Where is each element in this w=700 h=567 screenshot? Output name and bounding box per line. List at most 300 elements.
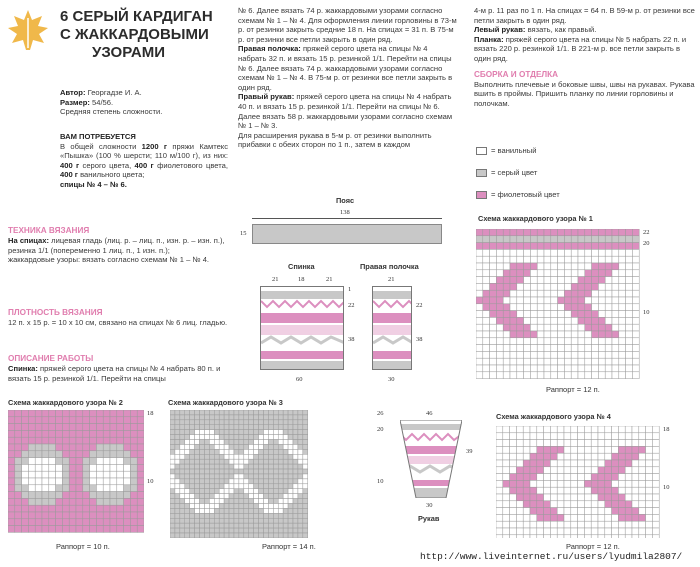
chart-cell xyxy=(209,528,214,533)
chart-cell xyxy=(263,449,268,454)
chart-cell xyxy=(259,425,264,430)
chart-cell xyxy=(224,469,229,474)
chart-cell xyxy=(224,444,229,449)
chart-cell xyxy=(283,523,288,528)
chart-cell xyxy=(283,503,288,508)
chart-cell xyxy=(15,430,22,437)
chart-cell xyxy=(229,533,234,538)
chart-cell xyxy=(530,351,537,358)
chart-cell xyxy=(190,425,195,430)
chart-cell xyxy=(22,464,29,471)
chart-cell xyxy=(537,236,544,243)
chart-cell xyxy=(263,440,268,445)
chart-cell xyxy=(259,479,264,484)
chart-cell xyxy=(278,440,283,445)
chart-cell xyxy=(214,513,219,518)
chart-cell xyxy=(510,297,517,304)
chart-cell xyxy=(96,417,103,424)
chart-cell xyxy=(268,523,273,528)
chart-cell xyxy=(598,351,605,358)
chart-cell xyxy=(69,417,76,424)
chart-cell xyxy=(544,317,551,324)
chart-cell xyxy=(175,459,180,464)
chart-cell xyxy=(8,424,15,431)
chart-cell xyxy=(56,464,63,471)
chart-cell xyxy=(263,533,268,538)
chart-cell xyxy=(503,351,510,358)
chart-cell xyxy=(537,297,544,304)
chart-cell xyxy=(62,471,69,478)
chart-cell xyxy=(185,435,190,440)
chart-cell xyxy=(605,453,612,460)
chart-cell xyxy=(652,453,659,460)
chart-cell xyxy=(175,513,180,518)
chart-cell xyxy=(8,451,15,458)
chart-cell xyxy=(83,458,90,465)
chart-cell xyxy=(278,449,283,454)
chart-cell xyxy=(22,451,29,458)
chart-cell xyxy=(278,410,283,415)
chart-cell xyxy=(550,460,557,467)
chart-cell xyxy=(585,229,592,236)
chart-cell xyxy=(214,479,219,484)
chart-cell xyxy=(550,474,557,481)
chart-cell xyxy=(268,489,273,494)
chart-cell xyxy=(503,372,510,379)
chart-cell xyxy=(76,492,83,499)
chart-cell xyxy=(298,508,303,513)
chart-cell xyxy=(278,489,283,494)
chart-cell xyxy=(516,467,523,474)
chart-cell xyxy=(598,263,605,270)
chart-cell xyxy=(103,492,110,499)
chart-cell xyxy=(592,236,599,243)
chart-cell xyxy=(476,263,483,270)
chart-cell xyxy=(605,297,612,304)
chart-cell xyxy=(591,501,598,508)
chart-cell xyxy=(510,270,517,277)
chart-cell xyxy=(137,424,144,431)
chart-cell xyxy=(195,484,200,489)
chart-cell xyxy=(42,471,49,478)
chart-cell xyxy=(137,471,144,478)
chart-cell xyxy=(293,454,298,459)
chart-cell xyxy=(90,430,97,437)
chart-cell xyxy=(35,464,42,471)
chart-cell xyxy=(15,417,22,424)
chart-cell xyxy=(8,437,15,444)
chart-cell xyxy=(612,365,619,372)
chart-cell xyxy=(523,440,530,447)
chart-cell xyxy=(612,236,619,243)
chart-cell xyxy=(476,290,483,297)
chart-cell xyxy=(530,474,537,481)
chart-cell xyxy=(544,270,551,277)
chart-cell xyxy=(259,508,264,513)
chart-cell xyxy=(625,501,632,508)
chart-cell xyxy=(273,499,278,504)
chart-cell xyxy=(69,478,76,485)
chart-cell xyxy=(137,492,144,499)
chart-cell xyxy=(564,351,571,358)
chart-cell xyxy=(537,270,544,277)
chart-cell xyxy=(42,424,49,431)
chart-cell xyxy=(571,345,578,352)
chart-cell xyxy=(516,446,523,453)
chart-cell xyxy=(632,270,639,277)
chart-cell xyxy=(524,249,531,256)
chart-cell xyxy=(185,523,190,528)
chart-cell xyxy=(35,519,42,526)
chart-cell xyxy=(214,435,219,440)
chart-cell xyxy=(69,424,76,431)
chart-cell xyxy=(537,338,544,345)
chart-cell xyxy=(557,440,564,447)
chart-cell xyxy=(90,485,97,492)
chart-cell xyxy=(244,435,249,440)
chart-cell xyxy=(564,446,571,453)
chart-cell xyxy=(293,440,298,445)
chart-cell xyxy=(200,425,205,430)
chart-cell xyxy=(263,528,268,533)
chart-cell xyxy=(605,446,612,453)
chart-cell xyxy=(592,338,599,345)
chart-cell xyxy=(175,499,180,504)
chart-cell xyxy=(268,425,273,430)
chart-cell xyxy=(524,290,531,297)
chart-cell xyxy=(298,430,303,435)
chart-cell xyxy=(56,430,63,437)
chart-cell xyxy=(619,243,626,250)
chart-cell xyxy=(200,449,205,454)
chart-cell xyxy=(619,372,626,379)
chart-cell xyxy=(249,425,254,430)
chart-cell xyxy=(288,494,293,499)
chart-cell xyxy=(254,513,259,518)
chart-cell xyxy=(254,484,259,489)
chart-cell xyxy=(490,304,497,311)
chart-cell xyxy=(209,464,214,469)
chart-cell xyxy=(15,464,22,471)
chart-cell xyxy=(293,459,298,464)
chart-cell xyxy=(49,505,56,512)
chart-cell xyxy=(288,410,293,415)
chart-cell xyxy=(190,410,195,415)
chart-cell xyxy=(564,263,571,270)
chart-cell xyxy=(229,518,234,523)
chart-cell xyxy=(558,365,565,372)
chart-cell xyxy=(632,528,639,535)
chart-cell xyxy=(42,492,49,499)
chart-cell xyxy=(557,446,564,453)
chart-cell xyxy=(550,501,557,508)
chart-cell xyxy=(558,311,565,318)
chart-cell xyxy=(551,304,558,311)
chart-cell xyxy=(646,440,653,447)
chart-cell xyxy=(219,449,224,454)
chart-cell xyxy=(571,365,578,372)
chart-cell xyxy=(28,451,35,458)
chart-cell xyxy=(117,424,124,431)
chart-cell xyxy=(283,513,288,518)
chart-cell xyxy=(254,425,259,430)
chart-cell xyxy=(214,518,219,523)
chart-cell xyxy=(190,523,195,528)
description-block: ОПИСАНИЕ РАБОТЫ Спинка: пряжей серого цвета на спицы № 4 набрать 80 п. и вязать 15 р. резинкой 1/1. Перейти на спицы xyxy=(8,354,221,383)
chart-cell xyxy=(8,498,15,505)
chart-cell xyxy=(503,243,510,250)
chart-cell xyxy=(598,433,605,440)
chart-cell xyxy=(288,503,293,508)
chart-cell xyxy=(496,494,503,501)
chart-cell xyxy=(268,454,273,459)
chart-cell xyxy=(298,459,303,464)
chart-cell xyxy=(503,277,510,284)
chart-cell xyxy=(49,464,56,471)
chart-cell xyxy=(103,505,110,512)
chart-cell xyxy=(249,513,254,518)
chart-cell xyxy=(605,487,612,494)
chart-cell xyxy=(117,464,124,471)
chart-cell xyxy=(503,236,510,243)
chart-cell xyxy=(83,444,90,451)
chart-cell xyxy=(175,449,180,454)
chart-cell xyxy=(28,519,35,526)
chart-cell xyxy=(234,489,239,494)
chart-cell xyxy=(605,243,612,250)
chart-cell xyxy=(550,521,557,528)
chart-cell xyxy=(544,494,551,501)
chart-cell xyxy=(503,345,510,352)
chart-cell xyxy=(170,474,175,479)
chart-cell xyxy=(571,236,578,243)
chart-cell xyxy=(652,494,659,501)
chart-cell xyxy=(35,424,42,431)
chart-cell xyxy=(557,494,564,501)
chart-cell xyxy=(626,263,633,270)
chart-cell xyxy=(278,469,283,474)
chart-cell xyxy=(103,424,110,431)
chart-cell xyxy=(219,533,224,538)
chart-cell xyxy=(524,324,531,331)
chart-cell xyxy=(268,459,273,464)
chart-cell xyxy=(303,425,308,430)
chart-cell xyxy=(598,290,605,297)
chart-cell xyxy=(224,449,229,454)
chart-cell xyxy=(130,417,137,424)
chart-cell xyxy=(278,420,283,425)
chart-cell xyxy=(618,433,625,440)
chart-cell xyxy=(591,521,598,528)
chart-cell xyxy=(195,430,200,435)
chart-cell xyxy=(496,317,503,324)
chart-cell xyxy=(578,345,585,352)
chart-cell xyxy=(249,459,254,464)
chart-cell xyxy=(263,454,268,459)
chart-cell xyxy=(598,494,605,501)
chart-cell xyxy=(476,236,483,243)
chart-cell xyxy=(578,229,585,236)
chart-cell xyxy=(537,283,544,290)
chart-cell xyxy=(517,317,524,324)
chart-cell xyxy=(204,484,209,489)
chart-cell xyxy=(605,480,612,487)
chart-cell xyxy=(35,458,42,465)
chart-cell xyxy=(598,514,605,521)
chart-cell xyxy=(496,433,503,440)
chart-cell xyxy=(283,508,288,513)
chart-cell xyxy=(278,503,283,508)
chart-cell xyxy=(278,435,283,440)
chart-cell xyxy=(298,494,303,499)
chart-cell xyxy=(200,430,205,435)
chart-cell xyxy=(537,345,544,352)
chart-cell xyxy=(219,454,224,459)
chart-cell xyxy=(605,358,612,365)
chart-cell xyxy=(483,243,490,250)
chart-cell xyxy=(204,454,209,459)
chart-cell xyxy=(585,297,592,304)
chart-cell xyxy=(110,417,117,424)
chart-cell xyxy=(476,311,483,318)
chart-cell xyxy=(90,458,97,465)
chart-cell xyxy=(15,505,22,512)
chart-cell xyxy=(516,433,523,440)
chart-cell xyxy=(130,492,137,499)
chart-cell xyxy=(632,372,639,379)
chart-cell xyxy=(137,498,144,505)
chart-cell xyxy=(103,464,110,471)
chart-cell xyxy=(35,498,42,505)
chart-cell xyxy=(96,512,103,519)
chart-cell xyxy=(8,471,15,478)
chart-cell xyxy=(537,249,544,256)
chart-cell xyxy=(619,256,626,263)
chart-cell xyxy=(626,338,633,345)
chart-cell xyxy=(259,469,264,474)
chart-cell xyxy=(524,358,531,365)
chart-cell xyxy=(550,514,557,521)
chart-cell xyxy=(558,236,565,243)
chart-cell xyxy=(612,535,619,538)
chart-cell xyxy=(516,426,523,433)
chart-cell xyxy=(103,471,110,478)
chart-cell xyxy=(632,446,639,453)
chart-cell xyxy=(632,467,639,474)
chart-cell xyxy=(612,372,619,379)
chart-cell xyxy=(524,345,531,352)
chart-cell xyxy=(558,283,565,290)
chart-cell xyxy=(76,526,83,533)
chart-cell xyxy=(137,526,144,533)
chart-cell xyxy=(229,499,234,504)
chart-cell xyxy=(578,433,585,440)
chart-cell xyxy=(273,464,278,469)
chart-cell xyxy=(578,338,585,345)
chart-cell xyxy=(268,499,273,504)
chart-cell xyxy=(200,420,205,425)
chart-cell xyxy=(103,417,110,424)
chart-cell xyxy=(530,365,537,372)
chart-cell xyxy=(180,489,185,494)
chart-cell xyxy=(249,494,254,499)
chart-cell xyxy=(524,229,531,236)
chart-cell xyxy=(185,533,190,538)
chart-cell xyxy=(591,453,598,460)
chart-cell xyxy=(639,453,646,460)
chart4-grid xyxy=(496,426,660,538)
chart-cell xyxy=(185,503,190,508)
chart-cell xyxy=(76,451,83,458)
chart-cell xyxy=(517,249,524,256)
chart-cell xyxy=(8,519,15,526)
chart-cell xyxy=(578,311,585,318)
chart-cell xyxy=(175,420,180,425)
chart-cell xyxy=(273,513,278,518)
chart-cell xyxy=(42,430,49,437)
chart-cell xyxy=(585,358,592,365)
chart-cell xyxy=(288,523,293,528)
chart-cell xyxy=(619,345,626,352)
chart-cell xyxy=(476,365,483,372)
chart-cell xyxy=(170,449,175,454)
chart-cell xyxy=(214,449,219,454)
chart-cell xyxy=(524,256,531,263)
chart-cell xyxy=(591,446,598,453)
chart-cell xyxy=(195,479,200,484)
chart-cell xyxy=(557,460,564,467)
chart-cell xyxy=(503,297,510,304)
chart-cell xyxy=(564,521,571,528)
chart-cell xyxy=(626,249,633,256)
chart-cell xyxy=(517,290,524,297)
chart-cell xyxy=(249,533,254,538)
chart-cell xyxy=(273,518,278,523)
chart-cell xyxy=(483,283,490,290)
chart-cell xyxy=(598,508,605,515)
chart-cell xyxy=(612,460,619,467)
chart-cell xyxy=(585,345,592,352)
chart-cell xyxy=(124,512,131,519)
chart-cell xyxy=(200,508,205,513)
chart-cell xyxy=(234,528,239,533)
chart-cell xyxy=(530,521,537,528)
chart-cell xyxy=(483,365,490,372)
chart-cell xyxy=(585,372,592,379)
chart-cell xyxy=(483,351,490,358)
chart-cell xyxy=(229,469,234,474)
chart-cell xyxy=(503,508,510,515)
chart-cell xyxy=(244,518,249,523)
chart-cell xyxy=(646,474,653,481)
chart-cell xyxy=(626,243,633,250)
chart-cell xyxy=(551,249,558,256)
chart-cell xyxy=(56,492,63,499)
chart-cell xyxy=(42,451,49,458)
chart-cell xyxy=(605,317,612,324)
chart-cell xyxy=(592,317,599,324)
chart-cell xyxy=(219,513,224,518)
chart-cell xyxy=(523,508,530,515)
chart-cell xyxy=(605,338,612,345)
chart-cell xyxy=(490,317,497,324)
chart-cell xyxy=(523,446,530,453)
chart-cell xyxy=(278,523,283,528)
chart-cell xyxy=(130,485,137,492)
chart-cell xyxy=(578,501,585,508)
chart-cell xyxy=(517,365,524,372)
chart-cell xyxy=(28,430,35,437)
